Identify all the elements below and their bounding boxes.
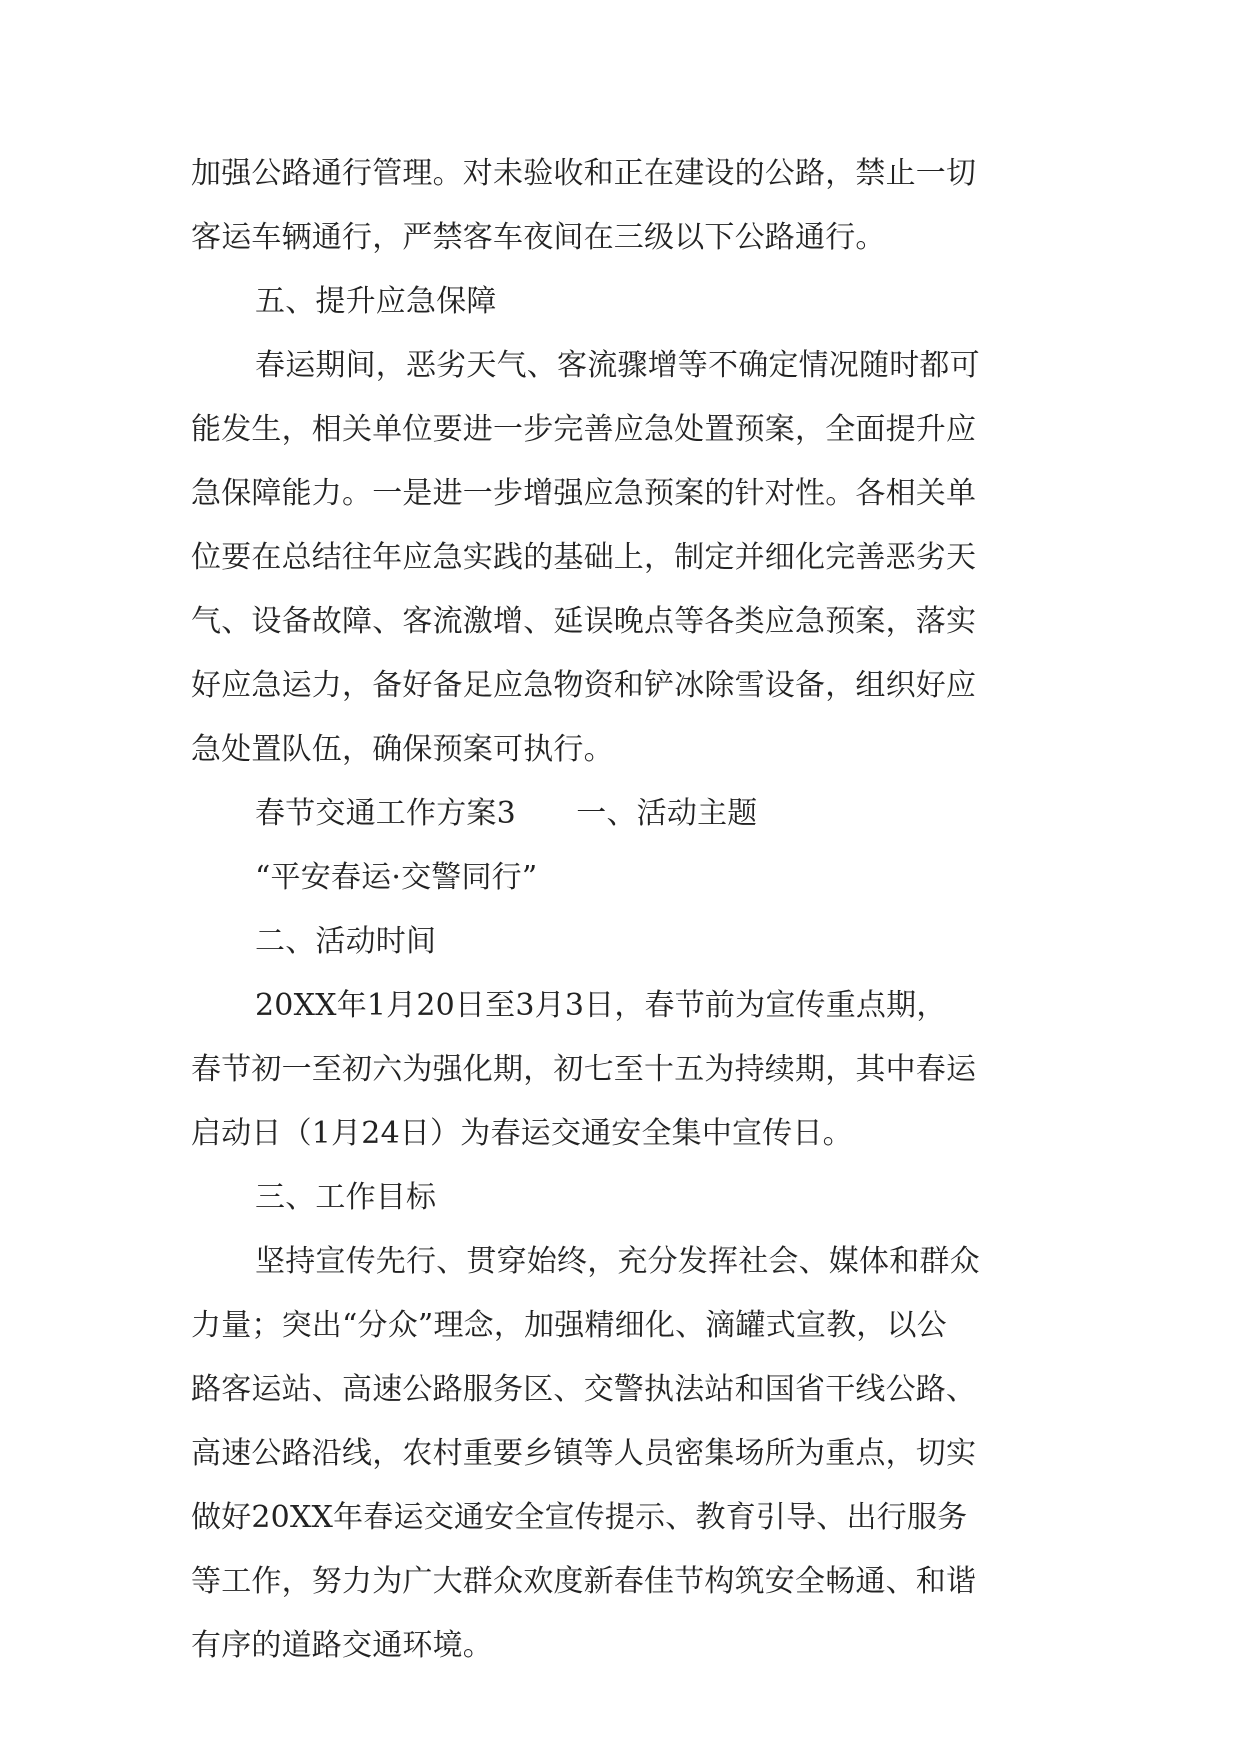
body-text-line: 气、设备故障、客流激增、延误晚点等各类应急预案，落实 bbox=[191, 604, 977, 639]
section-heading: 三、工作目标 bbox=[255, 1180, 437, 1215]
body-text-line: 位要在总结往年应急实践的基础上，制定并细化完善恶劣天 bbox=[191, 540, 977, 575]
body-text-line: 启动日（1月24日）为春运交通安全集中宣传日。 bbox=[191, 1116, 853, 1151]
plan-title-line: 春节交通工作方案3 一、活动主题 bbox=[255, 796, 758, 831]
body-text-line: 力量；突出“分众”理念，加强精细化、滴罐式宣教，以公 bbox=[191, 1308, 947, 1343]
section-heading: 五、提升应急保障 bbox=[255, 284, 497, 319]
body-text-line: 急处置队伍，确保预案可执行。 bbox=[191, 732, 614, 767]
body-text-line: 等工作，努力为广大群众欢度新春佳节构筑安全畅通、和谐 bbox=[191, 1564, 977, 1599]
body-text-line: 坚持宣传先行、贯穿始终，充分发挥社会、媒体和群众 bbox=[255, 1244, 980, 1279]
body-text-line: 春节初一至初六为强化期，初七至十五为持续期，其中春运 bbox=[191, 1052, 977, 1087]
body-text-line: 能发生，相关单位要进一步完善应急处置预案，全面提升应 bbox=[191, 412, 977, 447]
body-text-line: 路客运站、高速公路服务区、交警执法站和国省干线公路、 bbox=[191, 1372, 977, 1407]
body-text-line: 高速公路沿线，农村重要乡镇等人员密集场所为重点，切实 bbox=[191, 1436, 977, 1471]
body-text-line: 做好20XX年春运交通安全宣传提示、教育引导、出行服务 bbox=[191, 1500, 968, 1535]
body-text-line: 20XX年1月20日至3月3日，春节前为宣传重点期， bbox=[255, 988, 947, 1023]
body-text-line: 急保障能力。一是进一步增强应急预案的针对性。各相关单 bbox=[191, 476, 977, 511]
body-text-line: 客运车辆通行，严禁客车夜间在三级以下公路通行。 bbox=[191, 220, 886, 255]
activity-theme: “平安春运·交警同行” bbox=[255, 860, 538, 895]
body-text-line: 加强公路通行管理。对未验收和正在建设的公路，禁止一切 bbox=[191, 156, 977, 191]
section-heading: 二、活动时间 bbox=[255, 924, 437, 959]
body-text-line: 春运期间，恶劣天气、客流骤增等不确定情况随时都可 bbox=[255, 348, 980, 383]
body-text-line: 有序的道路交通环境。 bbox=[191, 1628, 493, 1663]
body-text-line: 好应急运力，备好备足应急物资和铲冰除雪设备，组织好应 bbox=[191, 668, 977, 703]
